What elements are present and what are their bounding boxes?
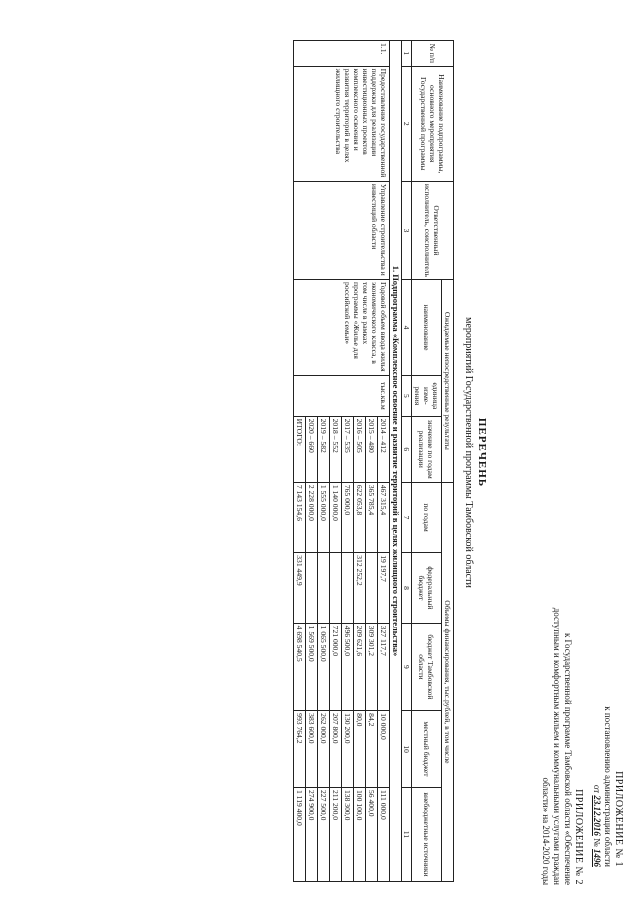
appendix-2-line-1: к Государственной программе Тамбовской области «Обеспечение (563, 632, 573, 885)
cell-federal (366, 553, 378, 623)
cell-total: 622 053,8 (354, 482, 366, 552)
cell-regional: 209 621,6 (354, 623, 366, 711)
col-index: 9 (402, 623, 412, 711)
col-index: 11 (402, 787, 412, 881)
cell-value: 2017 – 535 (342, 416, 354, 482)
cell-extra: 227 500,0 (318, 787, 330, 881)
total-federal: 331 449,9 (294, 553, 306, 623)
cell-local: 207 800,0 (330, 711, 342, 788)
header-name: Наименование подпрограммы, основного мероприятия Государственной программы (412, 66, 454, 181)
appendix-2-title: ПРИЛОЖЕНИЕ № 2 (573, 789, 584, 885)
appendix-1-title: ПРИЛОЖЕНИЕ № 1 (613, 771, 624, 867)
col-index: 4 (402, 280, 412, 376)
cell-value: 2019 – 582 (318, 416, 330, 482)
header-funding: Объемы финансирования, тыс.рублей, в том числе (442, 482, 454, 881)
cell-value: 2015 – 480 (366, 416, 378, 482)
col-index: 3 (402, 181, 412, 279)
header-num: № п/п (412, 41, 454, 67)
table-row (378, 41, 390, 882)
col-index: 2 (402, 66, 412, 181)
decree-date: 23.12.2016 (592, 795, 602, 836)
total-local: 993 764,2 (294, 711, 306, 788)
cell-regional: 721 000,0 (330, 623, 342, 711)
cell-value: 2020 – 660 (306, 416, 318, 482)
total-regional: 4 698 540,5 (294, 623, 306, 711)
cell-federal (306, 553, 318, 623)
cell-local: 10 000,0 (378, 711, 390, 788)
decree-number: 1496 (592, 849, 602, 867)
item-executor: Управление строительства и инвестиций области (294, 181, 390, 279)
cell-total: 2 228 000,0 (306, 482, 318, 552)
cell-extra: 111 000,0 (378, 787, 390, 881)
measures-table (293, 40, 454, 882)
header-regional: бюджет Тамбовской области (412, 623, 442, 711)
title-sub: мероприятий Государственной программы Тамбовской области (463, 317, 474, 588)
item-name: Предоставление государственной поддержки для реализации инвестиционных проектов комплексного освоения и развития территорий в целях жилищного строительства (294, 66, 390, 181)
item-num: 1.1. (294, 41, 390, 67)
header-local: местный бюджет (412, 711, 442, 788)
cell-total: 365 785,4 (366, 482, 378, 552)
appendix-1-header (591, 706, 624, 867)
cell-total: 1 555 000,0 (318, 482, 330, 552)
appendix-2-line-3: области» на 2014-2020 годы (541, 777, 551, 885)
header-result-name: наименование (412, 280, 442, 376)
total-extra: 1 119 400,0 (294, 787, 306, 881)
cell-federal: 312 252,2 (354, 553, 366, 623)
item-result-name: Годовой объем ввода жилья экономического класса, в том числе в рамках программы «Жилье для российской семьи» (294, 280, 390, 376)
header-executor: Ответственный исполнитель, соисполнитель (412, 181, 454, 279)
cell-federal (342, 553, 354, 623)
header-extra: внебюджетные источники (412, 787, 442, 881)
col-index: 6 (402, 416, 412, 482)
section-row (390, 41, 402, 882)
cell-local: 80,0 (354, 711, 366, 788)
header-results: Ожидаемые непосредственные результаты (442, 280, 454, 483)
header-result-value: значение по годам реализации (412, 416, 442, 482)
document-title (462, 0, 488, 905)
cell-value: 2014 – 412 (378, 416, 390, 482)
col-index: 7 (402, 482, 412, 552)
cell-local: 383 600,0 (306, 711, 318, 788)
cell-total: 765 000,0 (342, 482, 354, 552)
number-prefix: № (592, 838, 602, 847)
section-title: 1. Подпрограмма «Комплексное освоение и развитие территорий в целях жилищного строительства» (390, 41, 402, 882)
item-unit: тыс.кв.м (294, 376, 390, 417)
cell-extra: 56 400,0 (366, 787, 378, 881)
cell-regional: 1 569 500,0 (306, 623, 318, 711)
col-index: 5 (402, 376, 412, 417)
cell-extra: 100 100,0 (354, 787, 366, 881)
header-by-year: по годам (412, 482, 442, 552)
cell-total: 467 315,4 (378, 482, 390, 552)
appendix-1-line: к постановлению администрации области (603, 706, 613, 867)
date-prefix: от (592, 784, 602, 794)
cell-value: 2016 – 505 (354, 416, 366, 482)
cell-regional: 309 301,2 (366, 623, 378, 711)
appendix-2-header (540, 555, 584, 885)
cell-federal (330, 553, 342, 623)
cell-local: 84,2 (366, 711, 378, 788)
header-row-1 (442, 41, 454, 882)
cell-extra: 274 900,0 (306, 787, 318, 881)
header-federal: федеральный бюджет (412, 553, 442, 623)
cell-value: 2018 – 552 (330, 416, 342, 482)
cell-regional: 496 500,0 (342, 623, 354, 711)
appendix-2-line-2: доступным и комфортным жильем и коммунальными услугами граждан (552, 607, 562, 885)
total-label: ИТОГО: (294, 416, 306, 482)
cell-total: 1 140 000,0 (330, 482, 342, 552)
cell-local: 262 000,0 (318, 711, 330, 788)
col-index: 1 (402, 41, 412, 67)
col-index: 8 (402, 553, 412, 623)
total-sum: 7 143 154,6 (294, 482, 306, 552)
cell-federal (318, 553, 330, 623)
appendix-1-date-line (591, 706, 602, 867)
title-main: ПЕРЕЧЕНЬ (476, 417, 488, 488)
column-index-row (402, 41, 412, 882)
col-index: 10 (402, 711, 412, 788)
cell-local: 130 200,0 (342, 711, 354, 788)
cell-regional: 327 117,7 (378, 623, 390, 711)
cell-federal: 19 197,7 (378, 553, 390, 623)
cell-extra: 138 300,0 (342, 787, 354, 881)
header-result-unit: единица изме-рения (412, 376, 442, 417)
cell-regional: 1 065 500,0 (318, 623, 330, 711)
cell-extra: 211 200,0 (330, 787, 342, 881)
